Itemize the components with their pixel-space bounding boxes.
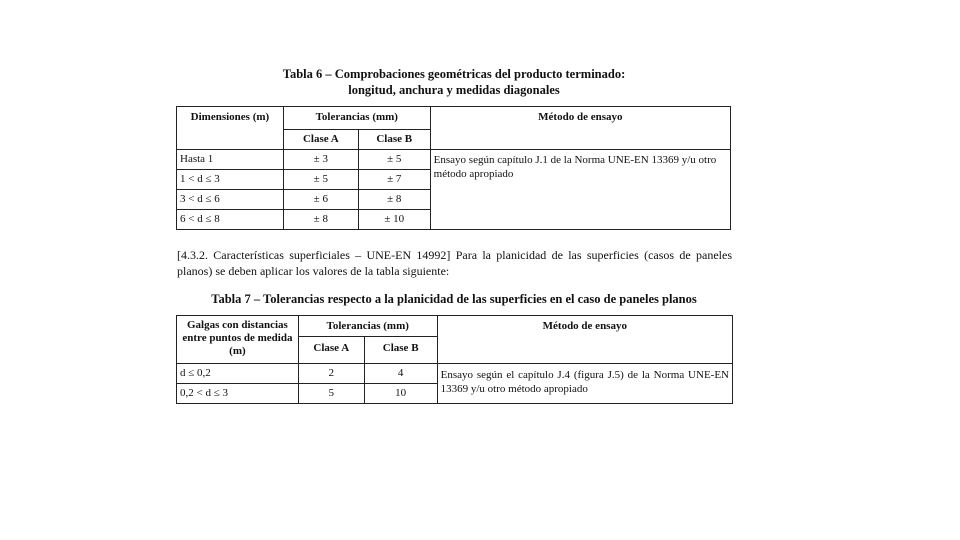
table6-cell-dim: Hasta 1 xyxy=(177,150,284,170)
table6-title-line1: Tabla 6 – Comprobaciones geométricas del producto terminado: xyxy=(282,67,626,81)
table7-header-method: Método de ensayo xyxy=(437,316,732,364)
table6-cell-a: ± 5 xyxy=(283,170,358,190)
table6-cell-b: ± 8 xyxy=(358,190,430,210)
table7-cell-b: 10 xyxy=(364,384,437,404)
table6 xyxy=(176,106,731,230)
table6-cell-dim: 3 < d ≤ 6 xyxy=(177,190,284,210)
table6-header-class-b: Clase B xyxy=(358,130,430,150)
table7-header-tolerances: Tolerancias (mm) xyxy=(298,316,437,337)
table6-method-cell: Ensayo según capítulo J.1 de la Norma UNE-EN 13369 y/u otro método apropiado xyxy=(430,150,730,230)
table7-cell-a: 2 xyxy=(298,364,364,384)
table6-cell-b: ± 7 xyxy=(358,170,430,190)
table6-header-dimensions: Dimensiones (m) xyxy=(177,107,284,150)
table6-cell-dim: 1 < d ≤ 3 xyxy=(177,170,284,190)
table6-cell-dim: 6 < d ≤ 8 xyxy=(177,210,284,230)
table-row xyxy=(177,150,731,170)
table6-cell-b: ± 10 xyxy=(358,210,430,230)
table6-cell-a: ± 8 xyxy=(283,210,358,230)
table7-title: Tabla 7 – Tolerancias respecto a la planicidad de las superficies en el caso de paneles planos xyxy=(211,292,697,306)
table6-cell-a: ± 6 xyxy=(283,190,358,210)
table7-header-class-a: Clase A xyxy=(298,337,364,364)
table6-title xyxy=(0,66,908,98)
table6-header-method: Método de ensayo xyxy=(430,107,730,150)
table7-cell-b: 4 xyxy=(364,364,437,384)
table7-cell-a: 5 xyxy=(298,384,364,404)
table6-header-class-a: Clase A xyxy=(283,130,358,150)
table-row xyxy=(177,364,733,384)
table7-header-class-b: Clase B xyxy=(364,337,437,364)
table6-title-line2: longitud, anchura y medidas diagonales xyxy=(348,83,560,97)
table7-header-gauges: Galgas con distancias entre puntos de medida (m) xyxy=(177,316,299,364)
table6-cell-b: ± 5 xyxy=(358,150,430,170)
table7-cell-dim: d ≤ 0,2 xyxy=(177,364,299,384)
table6-cell-a: ± 3 xyxy=(283,150,358,170)
section-paragraph: [4.3.2. Características superficiales – UNE-EN 14992] Para la planicidad de las superficies (casos de paneles planos) se deben aplicar los valores de la tabla siguiente: xyxy=(177,248,732,278)
table7-method-cell: Ensayo según el capítulo J.4 (figura J.5) de la Norma UNE-EN 13369 y/u otro método apropiado xyxy=(437,364,732,404)
table7 xyxy=(176,315,733,404)
table7-cell-dim: 0,2 < d ≤ 3 xyxy=(177,384,299,404)
table6-header-tolerances: Tolerancias (mm) xyxy=(283,107,430,130)
